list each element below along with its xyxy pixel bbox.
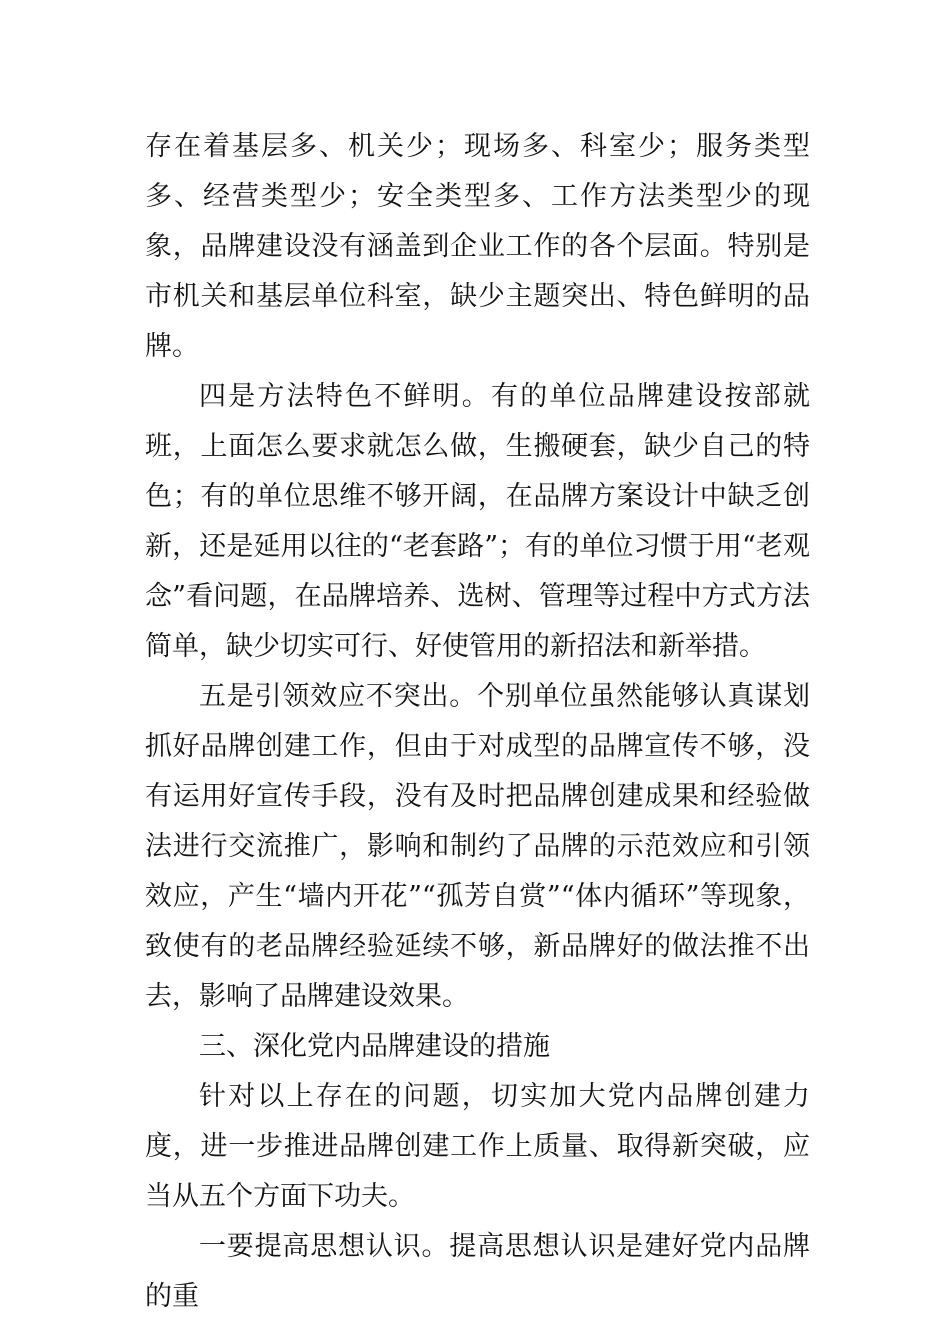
section-heading: 三、深化党内品牌建设的措施 xyxy=(199,1031,550,1062)
document-body xyxy=(145,122,810,1322)
paragraph-method-features: 四是方法特色不鲜明。有的单位品牌建设按部就班，上面怎么要求就怎么做，生搬硬套，缺少自己的特色；有的单位思维不够开阔，在品牌方案设计中缺乏创新，还是延用以往的“老套路”；有的单位习惯于用“老观念”看问题，在品牌培养、选树、管理等过程中方式方法简单，缺少切实可行、好使管用的新招法和新举措。 xyxy=(145,381,810,662)
paragraph-measures-intro: 针对以上存在的问题，切实加大党内品牌创建力度，进一步推进品牌创建工作上质量、取得新突破，应当从五个方面下功夫。 xyxy=(145,1081,810,1212)
paragraph-raise-awareness: 一要提高思想认识。提高思想认识是建好党内品牌的重 xyxy=(145,1231,810,1312)
paragraph-continuation: 存在着基层多、机关少；现场多、科室少；服务类型多、经营类型少；安全类型多、工作方法类型少的现象，品牌建设没有涵盖到企业工作的各个层面。特别是市机关和基层单位科室，缺少主题突出、特色鲜明的品牌。 xyxy=(145,131,810,362)
paragraph-leading-effect: 五是引领效应不突出。个别单位虽然能够认真谋划抓好品牌创建工作，但由于对成型的品牌宣传不够，没有运用好宣传手段，没有及时把品牌创建成果和经验做法进行交流推广，影响和制约了品牌的示范效应和引领效应，产生“墙内开花”“孤芳自赏”“体内循环”等现象，致使有的老品牌经验延续不够，新品牌好的做法推不出去，影响了品牌建设效果。 xyxy=(145,681,810,1012)
